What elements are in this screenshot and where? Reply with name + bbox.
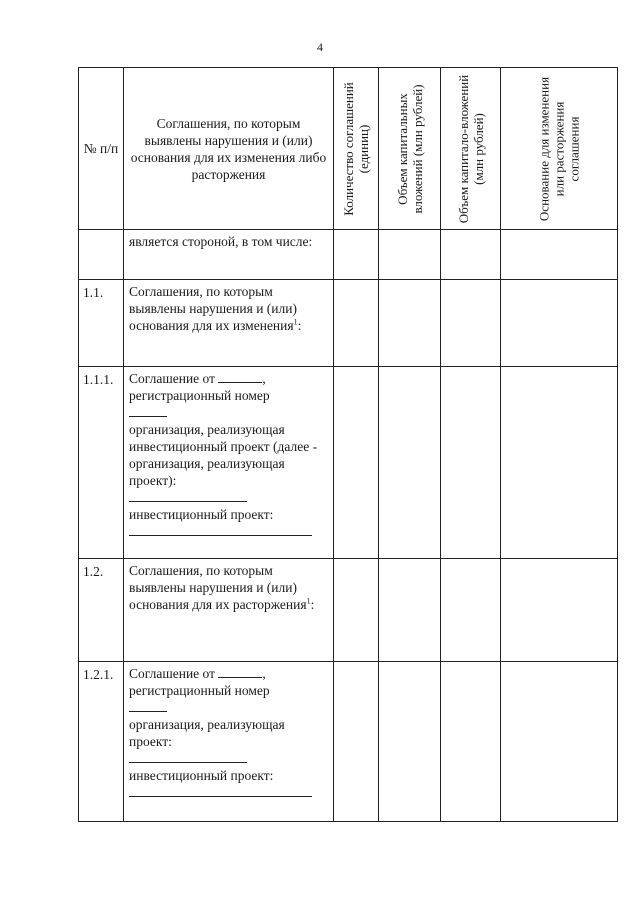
header-count: Количество соглашений (единиц): [341, 81, 371, 216]
row-num: 1.2.1.: [79, 662, 124, 822]
project-blank: [129, 784, 312, 797]
row-text: Соглашение от , регистрационный номер организация, реализующая проект: инвестиционный проект:: [124, 662, 334, 822]
header-count-cell: [334, 68, 379, 230]
row-num: [79, 230, 124, 280]
header-row: [79, 68, 618, 230]
header-capital: Объем капитальных вложений (млн рублей): [394, 83, 425, 214]
row-num: 1.1.1.: [79, 367, 124, 559]
table-row: [79, 280, 618, 367]
header-capital-inv: Объем капитало-вложений (млн рублей): [455, 74, 486, 223]
header-capital-inv-cell: [441, 68, 501, 230]
reg-number-blank: [129, 404, 167, 417]
date-blank: [218, 381, 262, 383]
row-num: 1.2.: [79, 559, 124, 662]
row-text: Соглашение от , регистрационный номер организация, реализующая инвестиционный проект (далее - организация, реализующая проект): инвестиционный проект:: [124, 367, 334, 559]
row-num: 1.1.: [79, 280, 124, 367]
header-basis-cell: [501, 68, 618, 230]
date-blank: [218, 676, 262, 678]
table-row: [79, 367, 618, 559]
header-basis: Основание для изменения или расторжения соглашения: [536, 76, 582, 221]
header-capital-cell: [379, 68, 441, 230]
header-agreements: Соглашения, по которым выявлены нарушения и (или) основания для их изменения либо расторжения: [124, 68, 334, 230]
header-num: № п/п: [79, 68, 124, 230]
row-text: Соглашения, по которым выявлены нарушения и (или) основания для их изменения$^1$:: [124, 280, 334, 367]
agreements-table: [78, 67, 618, 822]
table-row: [79, 230, 618, 280]
project-blank: [129, 523, 312, 536]
page-number: 4: [317, 40, 323, 54]
row-text: Соглашения, по которым выявлены нарушения и (или) основания для их расторжения$^1$:: [124, 559, 334, 662]
org-blank: [129, 489, 247, 502]
reg-number-blank: [129, 699, 167, 712]
table-row: [79, 559, 618, 662]
org-blank: [129, 750, 247, 763]
row-text: является стороной, в том числе:: [124, 230, 334, 280]
table-row: [79, 662, 618, 822]
